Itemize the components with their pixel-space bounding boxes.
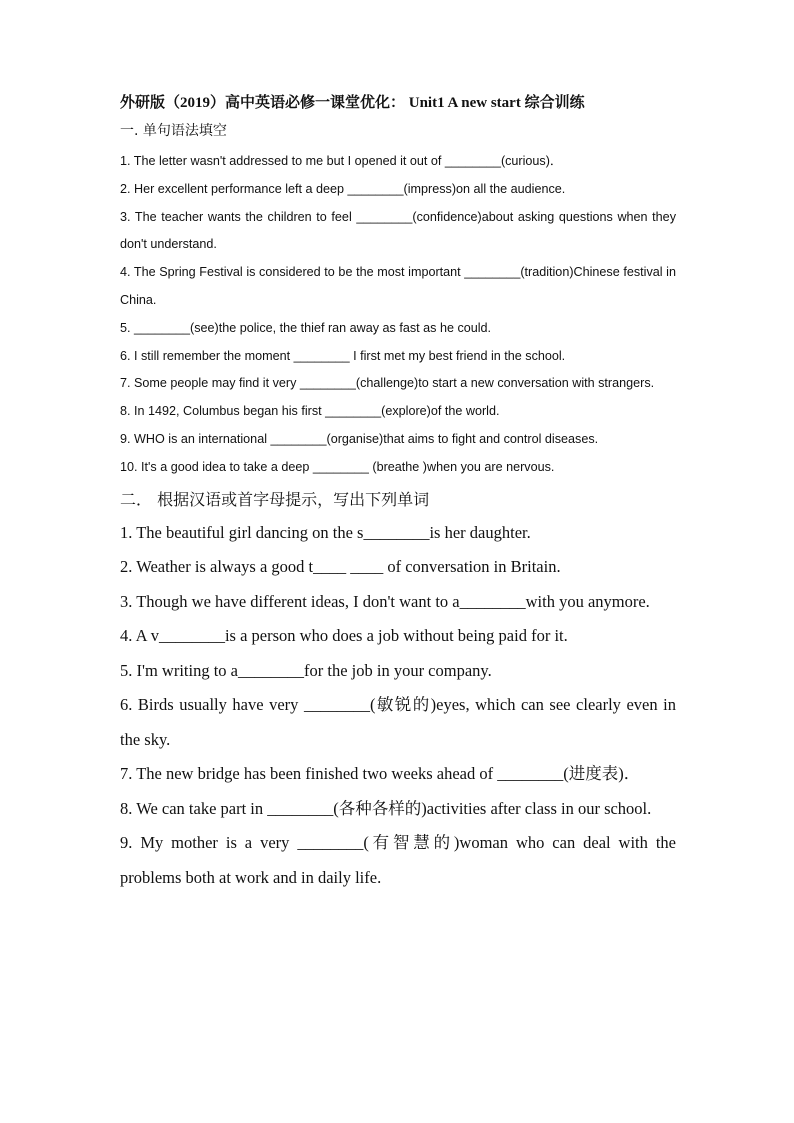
vocab-question-7: 7. The new bridge has been finished two weeks ahead of ________(进度表)． [120,764,641,784]
vocab-question-6: 6. Birds usually have very ________(敏锐的)eyes, which can see clearly even in the sky. [120,695,676,749]
grammar-question-4: 4. The Spring Festival is considered to be the most important ________(tradition)Chinese festival in China. [120,265,676,307]
section1-list [120,148,676,482]
grammar-question-10: 10. It's a good idea to take a deep ________ (breathe )when you are nervous. [120,459,555,474]
vocab-question-2: 2. Weather is always a good t____ ____ of conversation in Britain. [120,557,561,577]
section2-list [120,516,676,896]
grammar-question-8: 8. In 1492, Columbus began his first ________(explore)of the world. [120,404,500,419]
grammar-question-7: 7. Some people may find it very ________(challenge)to start a new conversation with strangers. [120,376,655,391]
vocab-question-1: 1. The beautiful girl dancing on the s________is her daughter. [120,522,531,542]
section1-heading: 一. 单句语法填空 [120,123,227,139]
vocab-question-4: 4. A v________is a person who does a job without being paid for it. [120,626,568,646]
vocab-question-8: 8. We can take part in ________(各种各样的)activities after class in our school. [120,798,652,818]
grammar-question-6: 6. I still remember the moment ________ I first met my best friend in the school. [120,348,566,363]
grammar-question-5: 5. ________(see)the police, the thief ran away as fast as he could. [120,320,492,335]
section2-heading: 二． 根据汉语或首字母提示，写出下列单词 [120,489,430,509]
grammar-question-1: 1. The letter wasn't addressed to me but I opened it out of ________(curious)． [120,154,563,168]
grammar-question-9: 9. WHO is an international ________(organise)that aims to fight and control diseases. [120,431,599,446]
worksheet-page [120,92,676,895]
grammar-question-2: 2. Her excellent performance left a deep ________(impress)on all the audience. [120,181,566,196]
grammar-question-3: 3. The teacher wants the children to feel ________(confidence)about asking questions when they don't understand. [120,209,676,252]
vocab-question-5: 5. I'm writing to a________for the job in your company. [120,660,492,680]
vocab-question-3: 3. Though we have different ideas, I don't want to a________with you anymore. [120,591,650,611]
vocab-question-9: 9. My mother is a very ________(有智慧的)woman who can deal with the problems both at work and in daily life. [120,833,676,887]
worksheet-title: 外研版（2019）高中英语必修一课堂优化： Unit1 A new start 综合训练 [120,95,585,111]
